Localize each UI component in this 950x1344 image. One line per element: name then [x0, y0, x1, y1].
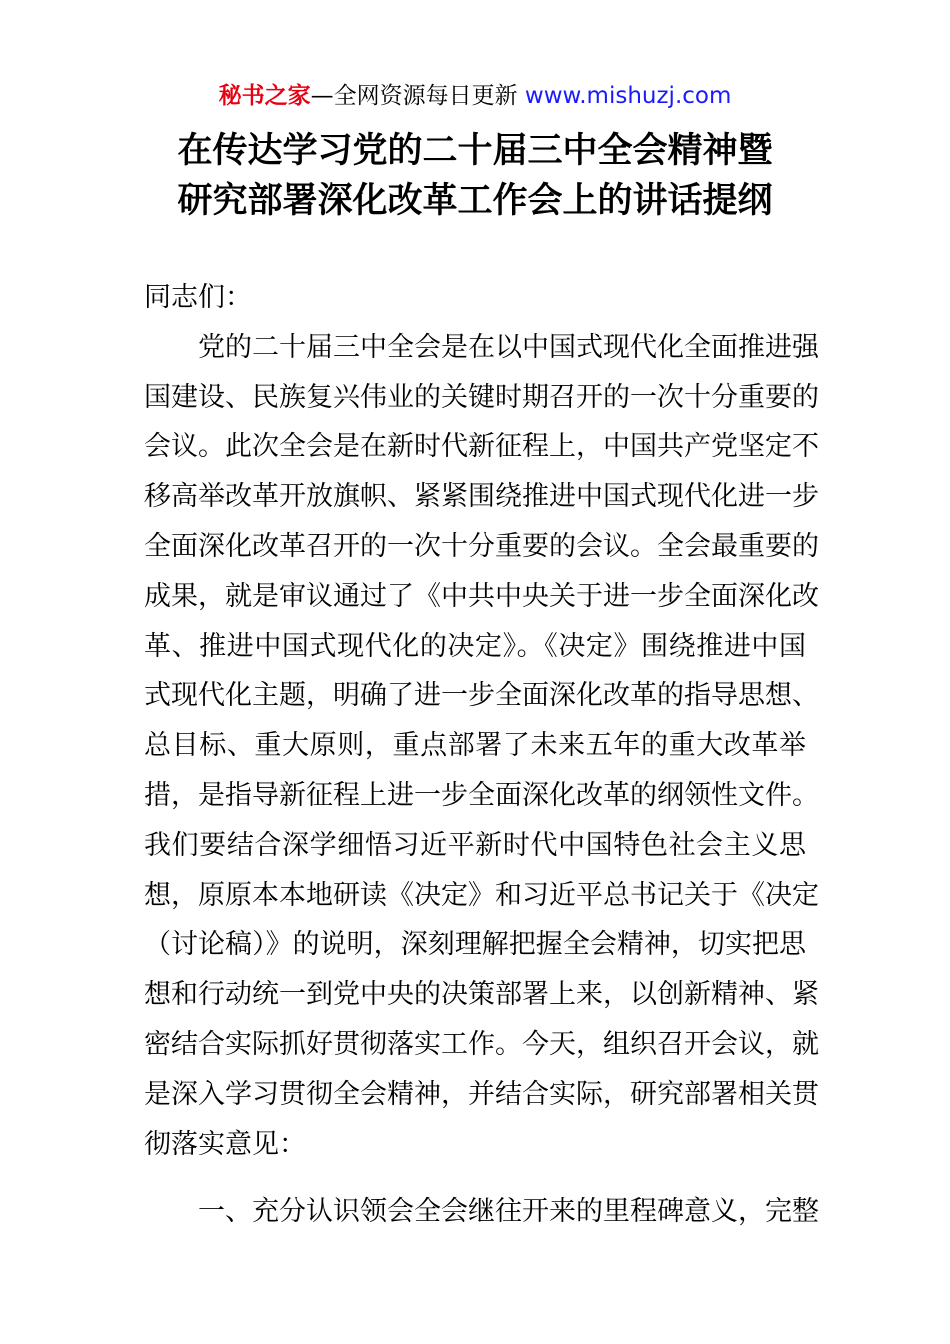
- paragraph-line: 是深入学习贯彻全会精神，并结合实际，研究部署相关贯: [144, 1078, 819, 1110]
- paragraph-line: 总目标、重大原则，重点部署了未来五年的重大改革举: [144, 730, 806, 762]
- paragraph-line: 我们要结合深学细悟习近平新时代中国特色社会主义思: [144, 829, 806, 861]
- site-header: [0, 80, 950, 112]
- site-tagline: —全网资源每日更新: [310, 83, 518, 109]
- paragraph-line: 措，是指导新征程上进一步全面深化改革的纲领性文件。: [144, 779, 819, 811]
- paragraph-line: 成果，就是审议通过了《中共中央关于进一步全面深化改: [144, 580, 819, 612]
- paragraph-line: 会议。此次全会是在新时代新征程上，中国共产党坚定不: [144, 431, 819, 463]
- paragraph-line: 移高举改革开放旗帜、紧紧围绕推进中国式现代化进一步: [144, 481, 819, 513]
- paragraph-line: 革、推进中国式现代化的决定》。《决定》围绕推进中国: [144, 630, 806, 662]
- paragraph-gap: [144, 1169, 806, 1187]
- paragraph-line: 密结合实际抓好贯彻落实工作。今天，组织召开会议，就: [144, 1028, 819, 1060]
- paragraph-line: 党的二十届三中全会是在以中国式现代化全面推进强: [198, 331, 819, 363]
- paragraph-line: 想，原原本本地研读《决定》和习近平总书记关于《决定: [144, 879, 819, 911]
- salutation: 同志们：: [144, 282, 252, 313]
- paragraph-line: 想和行动统一到党中央的决策部署上来，以创新精神、紧: [144, 979, 819, 1011]
- site-brand: 秘书之家: [218, 83, 311, 109]
- paragraph-line: （讨论稿）》的说明，深刻理解把握全会精神，切实把思: [144, 929, 806, 961]
- document-title: [0, 126, 950, 226]
- paragraph-line: 国建设、民族复兴伟业的关键时期召开的一次十分重要的: [144, 381, 819, 413]
- paragraph-line: 彻落实意见：: [144, 1128, 306, 1160]
- paragraph-1: [144, 323, 819, 1170]
- site-url-link[interactable]: www.mishuzj.com: [524, 83, 732, 109]
- paragraph-line: 全面深化改革召开的一次十分重要的会议。全会最重要的: [144, 530, 819, 562]
- section-heading-1: 一、充分认识领会全会继往开来的里程碑意义，完整: [198, 1196, 819, 1228]
- paragraph-line: 式现代化主题，明确了进一步全面深化改革的指导思想、: [144, 680, 819, 712]
- document-body: [144, 273, 819, 1237]
- title-line-2: 研究部署深化改革工作会上的讲话提纲: [177, 181, 773, 221]
- title-line-1: 在传达学习党的二十届三中全会精神暨: [177, 131, 773, 171]
